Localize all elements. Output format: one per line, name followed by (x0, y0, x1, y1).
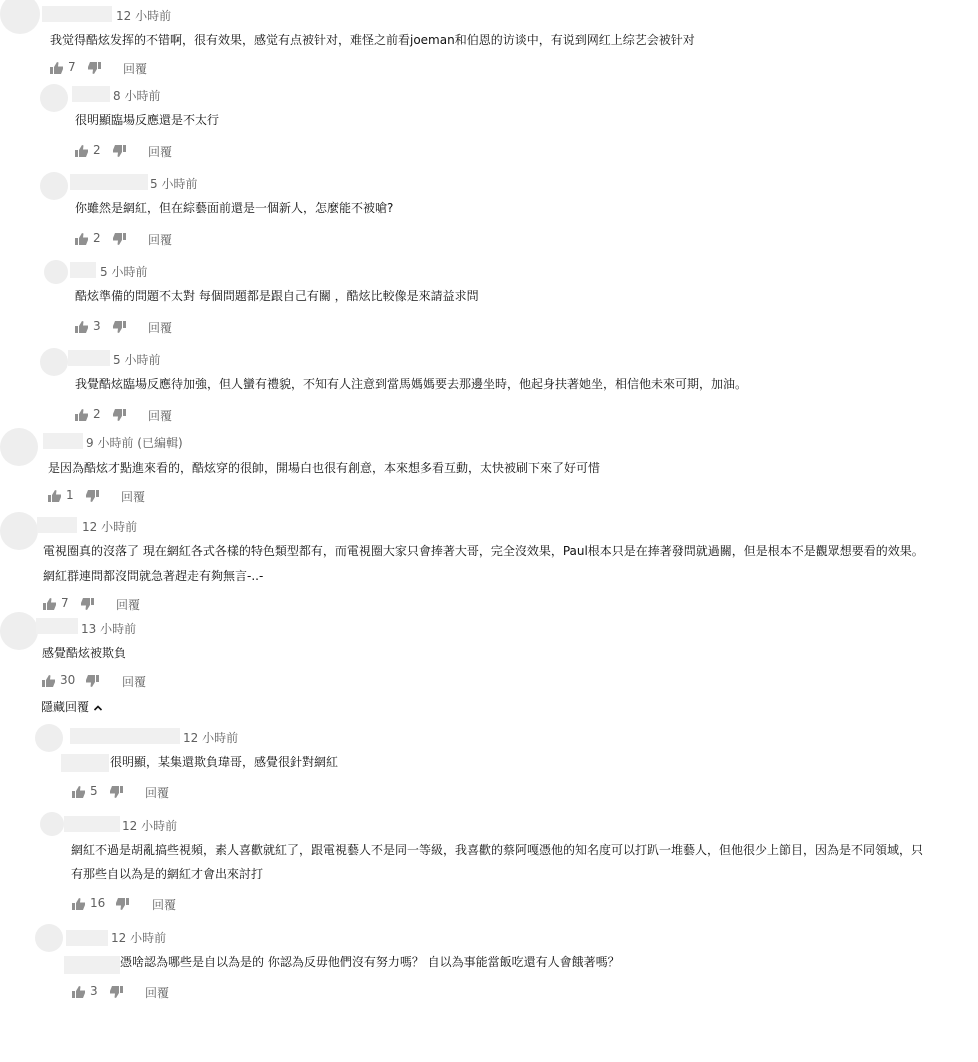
avatar[interactable] (35, 924, 63, 952)
author-name[interactable] (37, 517, 77, 533)
comment-time[interactable]: 12 小時前 (111, 931, 167, 945)
thumb-up-icon[interactable] (75, 145, 89, 157)
reply-thread (0, 724, 978, 816)
author-name[interactable] (70, 262, 96, 278)
like-count: 1 (66, 488, 74, 502)
comment-text: 網紅不過是胡亂搞些視頻，素人喜歡就紅了，跟電視藝人不是同一等級，我喜歡的蔡阿嘎憑他的知名度可以打趴一堆藝人，但他很少上節目，因為是不同領域，只 (71, 843, 924, 857)
thumb-up-icon[interactable] (75, 233, 89, 245)
thumb-up-icon[interactable] (42, 675, 56, 687)
reply-button[interactable]: 回覆 (123, 62, 148, 76)
comment-text: 感覺酷炫被欺負 (42, 646, 127, 660)
like-count: 2 (93, 143, 101, 157)
thumb-down-icon[interactable] (109, 786, 123, 798)
thumb-up-icon[interactable] (48, 490, 62, 502)
comment-time[interactable]: 5 小時前 (150, 177, 198, 191)
reply-thread (0, 172, 978, 260)
avatar[interactable] (40, 172, 68, 200)
like-count: 7 (68, 60, 76, 74)
comment-time[interactable]: 5 小時前 (113, 353, 161, 367)
author-name[interactable] (72, 86, 110, 102)
like-count: 3 (90, 984, 98, 998)
comment-actions (75, 143, 275, 161)
reply-button[interactable]: 回覆 (148, 321, 173, 335)
reply-button[interactable]: 回覆 (145, 786, 170, 800)
comment-actions (75, 231, 275, 249)
comment-text: 你雖然是網紅，但在綜藝面前還是一個新人，怎麼能不被嗆? (75, 201, 394, 215)
thumb-up-icon[interactable] (43, 598, 57, 610)
avatar[interactable] (44, 260, 68, 284)
thumb-down-icon[interactable] (112, 145, 126, 157)
comment-time[interactable]: 13 小時前 (81, 622, 137, 636)
comment-text: 酷炫準備的問題不太對 每個問題都是跟自己有關 ，酷炫比較像是來請益求問 (75, 289, 479, 303)
comment-actions (48, 488, 248, 506)
like-count: 30 (60, 673, 76, 687)
author-name[interactable] (36, 618, 78, 634)
reply-thread (0, 260, 978, 348)
comment-time[interactable]: 9 小時前 (已編輯) (86, 436, 183, 450)
comment-time[interactable]: 8 小時前 (113, 89, 161, 103)
comment-thread (0, 428, 978, 512)
comment-actions (72, 896, 272, 914)
comment-time[interactable]: 12 小時前 (82, 520, 138, 534)
comment-text-line2: 有那些自以為是的網紅才會出來討打 (71, 867, 264, 881)
comment-time[interactable]: 12 小時前 (116, 9, 172, 23)
reply-thread (0, 348, 978, 428)
avatar[interactable] (35, 724, 63, 752)
comment-actions (75, 407, 275, 425)
reply-thread (0, 812, 978, 924)
reply-thread (0, 924, 978, 1014)
thumb-down-icon[interactable] (109, 986, 123, 998)
comment-thread (0, 0, 978, 88)
hide-replies-button[interactable] (41, 698, 103, 715)
reply-button[interactable]: 回覆 (148, 233, 173, 247)
author-name[interactable] (70, 728, 180, 744)
comment-text: 很明顯臨場反應還是不太行 (75, 113, 220, 127)
like-count: 2 (93, 231, 101, 245)
redacted-text (61, 754, 109, 772)
avatar[interactable] (0, 0, 40, 34)
thumb-down-icon[interactable] (80, 598, 94, 610)
reply-button[interactable]: 回覆 (116, 598, 141, 612)
reply-thread (0, 84, 978, 172)
like-count: 3 (93, 319, 101, 333)
reply-button[interactable]: 回覆 (121, 490, 146, 504)
comment-time[interactable]: 12 小時前 (183, 731, 239, 745)
comment-actions (42, 673, 242, 691)
comment-actions (50, 60, 250, 78)
author-name[interactable] (68, 350, 110, 366)
thumb-down-icon[interactable] (85, 675, 99, 687)
reply-button[interactable]: 回覆 (145, 986, 170, 1000)
author-name[interactable] (64, 816, 120, 832)
avatar[interactable] (0, 612, 38, 650)
thumb-up-icon[interactable] (50, 62, 64, 74)
author-name[interactable] (70, 174, 148, 190)
thumb-up-icon[interactable] (75, 321, 89, 333)
reply-button[interactable]: 回覆 (148, 145, 173, 159)
author-name[interactable] (66, 930, 108, 946)
like-count: 7 (61, 596, 69, 610)
reply-button[interactable]: 回覆 (152, 898, 177, 912)
avatar[interactable] (40, 812, 64, 836)
reply-button[interactable]: 回覆 (148, 409, 173, 423)
thumb-down-icon[interactable] (115, 898, 129, 910)
thumb-down-icon[interactable] (87, 62, 101, 74)
comment-text: 是因為酷炫才點進來看的，酷炫穿的很帥，開場白也很有創意，本來想多看互動，太快被刷下來了好可惜 (48, 461, 601, 475)
thumb-down-icon[interactable] (112, 321, 126, 333)
thumb-down-icon[interactable] (112, 409, 126, 421)
thumb-up-icon[interactable] (72, 986, 86, 998)
comment-text: 憑啥認為哪些是自以為是的 你認為反毋他們沒有努力嗎？ 自以為事能當飯吃還有人會餓著嗎？ (120, 955, 620, 969)
chevron-up-icon (93, 703, 103, 713)
avatar[interactable] (0, 512, 38, 550)
reply-button[interactable]: 回覆 (122, 675, 147, 689)
comment-time[interactable]: 5 小時前 (100, 265, 148, 279)
redacted-text (64, 956, 120, 974)
comment-text-line2: 網紅群連問都沒問就急著趕走有夠無言-..- (43, 569, 264, 583)
thumb-up-icon[interactable] (75, 409, 89, 421)
comment-text: 我覺酷炫臨場反應待加強，但人蠻有禮貌，不知有人注意到當馬媽媽要去那邊坐時，他起身扶著她坐，相信他未來可期，加油。 (75, 377, 748, 391)
like-count: 5 (90, 784, 98, 798)
comment-text: 我觉得酷炫发挥的不错啊，很有效果，感觉有点被针对，难怪之前看joeman和伯恩的访谈中，有说到网红上综艺会被针对 (50, 33, 695, 47)
thumb-up-icon[interactable] (72, 786, 86, 798)
like-count: 2 (93, 407, 101, 421)
avatar[interactable] (0, 428, 38, 466)
thumb-up-icon[interactable] (72, 898, 86, 910)
hide-replies-label: 隱藏回覆 (41, 700, 90, 714)
comment-thread (0, 512, 978, 612)
thumb-down-icon[interactable] (112, 233, 126, 245)
comment-actions (75, 319, 275, 337)
comment-text: 電視圈真的沒落了 現在網紅各式各樣的特色類型都有，而電視圈大家只會捧著大哥，完全沒效果，Paul根本只是在捧著發問就過關，但是根本不是觀眾想要看的效果。 (43, 544, 924, 558)
comment-thread (0, 612, 978, 722)
comment-text: 很明顯，某集還欺負瑋哥，感覺很針對網紅 (110, 755, 339, 769)
comment-actions (72, 984, 272, 1002)
author-name[interactable] (42, 6, 112, 22)
comment-actions (72, 784, 272, 802)
like-count: 16 (90, 896, 106, 910)
avatar[interactable] (40, 348, 68, 376)
author-name[interactable] (43, 433, 83, 449)
comment-time[interactable]: 12 小時前 (122, 819, 178, 833)
avatar[interactable] (40, 84, 68, 112)
thumb-down-icon[interactable] (85, 490, 99, 502)
